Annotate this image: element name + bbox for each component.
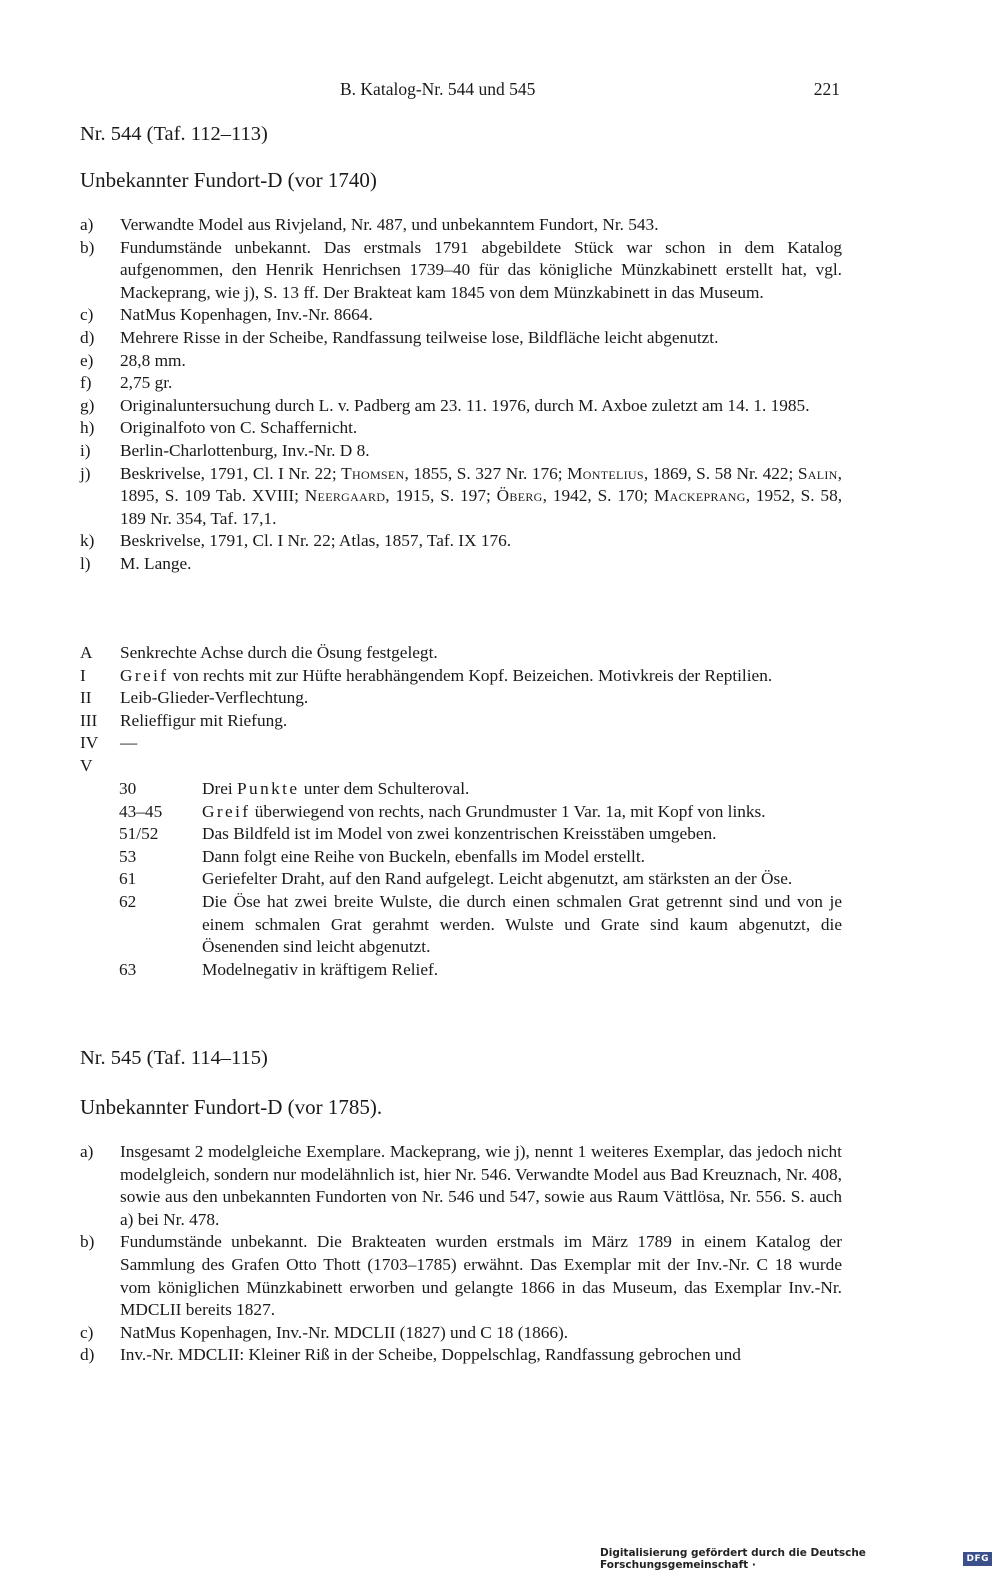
list-item: 62 Die Öse hat zwei breite Wulste, die durch einen schmalen Grat getrennt sind und von je einem schmalen Grat gerahmt werden. Wulste und Grate sind kaum abgenutzt, die Ösenenden sind leicht abgenutzt. [119, 891, 842, 957]
list-item: a) Verwandte Model aus Rivjeland, Nr. 487, und unbekanntem Fundort, Nr. 543. [80, 215, 659, 234]
list-item: A Senkrechte Achse durch die Ösung festgelegt. [80, 643, 438, 662]
list-item: f) 2,75 gr. [80, 373, 173, 393]
list-item: 61 Geriefelter Draht, auf den Rand aufgelegt. Leicht abgenutzt, am stärksten an der Öse. [119, 869, 793, 889]
entry-544-subheading: Unbekannter Fundort-D (vor 1740) [80, 168, 377, 192]
author-name: Öberg [496, 486, 543, 506]
spaced-term: Greif [202, 801, 251, 821]
list-item: II Leib-Glieder-Verflechtung. [80, 688, 309, 708]
list-item: e) 28,8 mm. [80, 350, 186, 370]
list-item: 43–45 Greif überwiegend von rechts, nach Grundmuster 1 Var. 1a, mit Kopf von links. [119, 801, 766, 821]
list-item: i) Berlin-Charlottenburg, Inv.-Nr. D 8. [80, 440, 370, 460]
list-item: IV — [80, 733, 138, 753]
list-item: c) NatMus Kopenhagen, Inv.-Nr. 8664. [80, 305, 373, 325]
list-item: b) Fundumstände unbekannt. Das erstmals 1791 abgebildete Stück war schon in dem Katalog aufgenommen, den Henrik Henrichsen 1739–40 für das königliche Münzkabinett erstellt hat, vgl. Mackeprang, wie j), S. 13 ff. Der Brakteat kam 1845 von dem Münzkabinett in das Museum. [80, 237, 842, 302]
entry-544-details [119, 778, 842, 981]
list-item: a) Insgesamt 2 modelgleiche Exemplare. Mackeprang, wie j), nennt 1 weiteres Exemplar, das jedoch nicht modelgleich, sondern nur modelähnlich ist, hier Nr. 546. Verwandte Model aus Bad Kreuznach, Nr. 408, sowie aus den unbekannten Fundorten von Nr. 546 und 547, sowie aus Raum Vättlösa, Nr. 556. S. auch a) bei Nr. 478. [80, 1142, 842, 1229]
list-item: I Greif von rechts mit zur Hüfte herabhängendem Kopf. Beizeichen. Motivkreis der Reptilien. [80, 665, 773, 685]
list-item: 63 Modelnegativ in kräftigem Relief. [119, 959, 439, 979]
entry-544-items [80, 214, 842, 576]
bibliography-text: Beskrivelse, 1791, Cl. I Nr. 22; Thomsen, 1855, S. 327 Nr. 176; Montelius, 1869, S. 58 Nr. 422; Salin, 1895, S. 109 Tab. XVIII; Neergaard, 1915, S. 197; Öberg, 1942, S. 170; Mackeprang, 1952, S. 58, 189 Nr. 354, Taf. 17,1. [120, 463, 843, 528]
entry-545-subheading: Unbekannter Fundort-D (vor 1785). [80, 1095, 383, 1119]
digitization-credit [600, 1548, 992, 1570]
entry-544-roman [80, 642, 842, 778]
author-name: Salin [797, 463, 838, 483]
credit-text: Digitalisierung gefördert durch die Deutsche Forschungsgemeinschaft · [600, 1547, 866, 1571]
list-item: b) Fundumstände unbekannt. Die Brakteaten wurden erstmals im März 1789 in einem Katalog der Sammlung des Grafen Otto Thott (1703–1785) erwähnt. Das Exemplar mit der Inv.-Nr. C 18 wurde vom königlichen Münzkabinett erworben und gelangte 1866 in das Museum, das Exemplar Inv.-Nr. MDCLII bereits 1827. [80, 1232, 842, 1320]
list-item: l) M. Lange. [80, 553, 192, 573]
list-item: 51/52 Das Bildfeld ist im Model von zwei konzentrischen Kreisstäben umgeben. [119, 824, 717, 844]
author-name: Montelius [567, 463, 644, 483]
running-title: B. Katalog-Nr. 544 und 545 [340, 79, 536, 99]
list-item: III Relieffigur mit Riefung. [80, 710, 288, 730]
list-item: d) Inv.-Nr. MDCLII: Kleiner Riß in der Scheibe, Doppelschlag, Randfassung gebrochen und [80, 1345, 741, 1365]
page-number: 221 [813, 79, 840, 99]
list-item: h) Originalfoto von C. Schaffernicht. [80, 418, 358, 438]
list-item: d) Mehrere Risse in der Scheibe, Randfassung teilweise lose, Bildfläche leicht abgenutzt. [80, 327, 719, 347]
running-head [340, 76, 840, 102]
list-item: k) Beskrivelse, 1791, Cl. I Nr. 22; Atlas, 1857, Taf. IX 176. [80, 531, 512, 551]
author-name: Thomsen [341, 463, 405, 483]
author-name: Neergaard [304, 486, 386, 506]
list-item: V [80, 755, 93, 775]
entry-545-items [80, 1141, 842, 1367]
author-name: Mackeprang [653, 486, 746, 506]
list-item: 53 Dann folgt eine Reihe von Buckeln, ebenfalls im Model erstellt. [119, 846, 645, 866]
entry-544-heading: Nr. 544 (Taf. 112–113) [80, 123, 268, 145]
spaced-term: Punkte [237, 779, 300, 798]
list-item: g) Originaluntersuchung durch L. v. Padberg am 23. 11. 1976, durch M. Axboe zuletzt am 14. 1. 1985. [80, 395, 810, 415]
list-item: c) NatMus Kopenhagen, Inv.-Nr. MDCLII (1827) und C 18 (1866). [80, 1322, 569, 1342]
list-item: 30 Drei Punkte unter dem Schulteroval. [119, 779, 470, 798]
entry-545-heading: Nr. 545 (Taf. 114–115) [80, 1047, 268, 1069]
list-item: j) Beskrivelse, 1791, Cl. I Nr. 22; Thomsen, 1855, S. 327 Nr. 176; Montelius, 1869, S. 58 Nr. 422; Salin, 1895, S. 109 Tab. XVIII; Neergaard, 1915, S. 197; Öberg, 1942, S. 170; Mackeprang, 1952, S. 58, 189 Nr. 354, Taf. 17,1. [80, 463, 842, 531]
dfg-logo: DFG [963, 1552, 992, 1566]
spaced-term: Greif [120, 665, 169, 685]
